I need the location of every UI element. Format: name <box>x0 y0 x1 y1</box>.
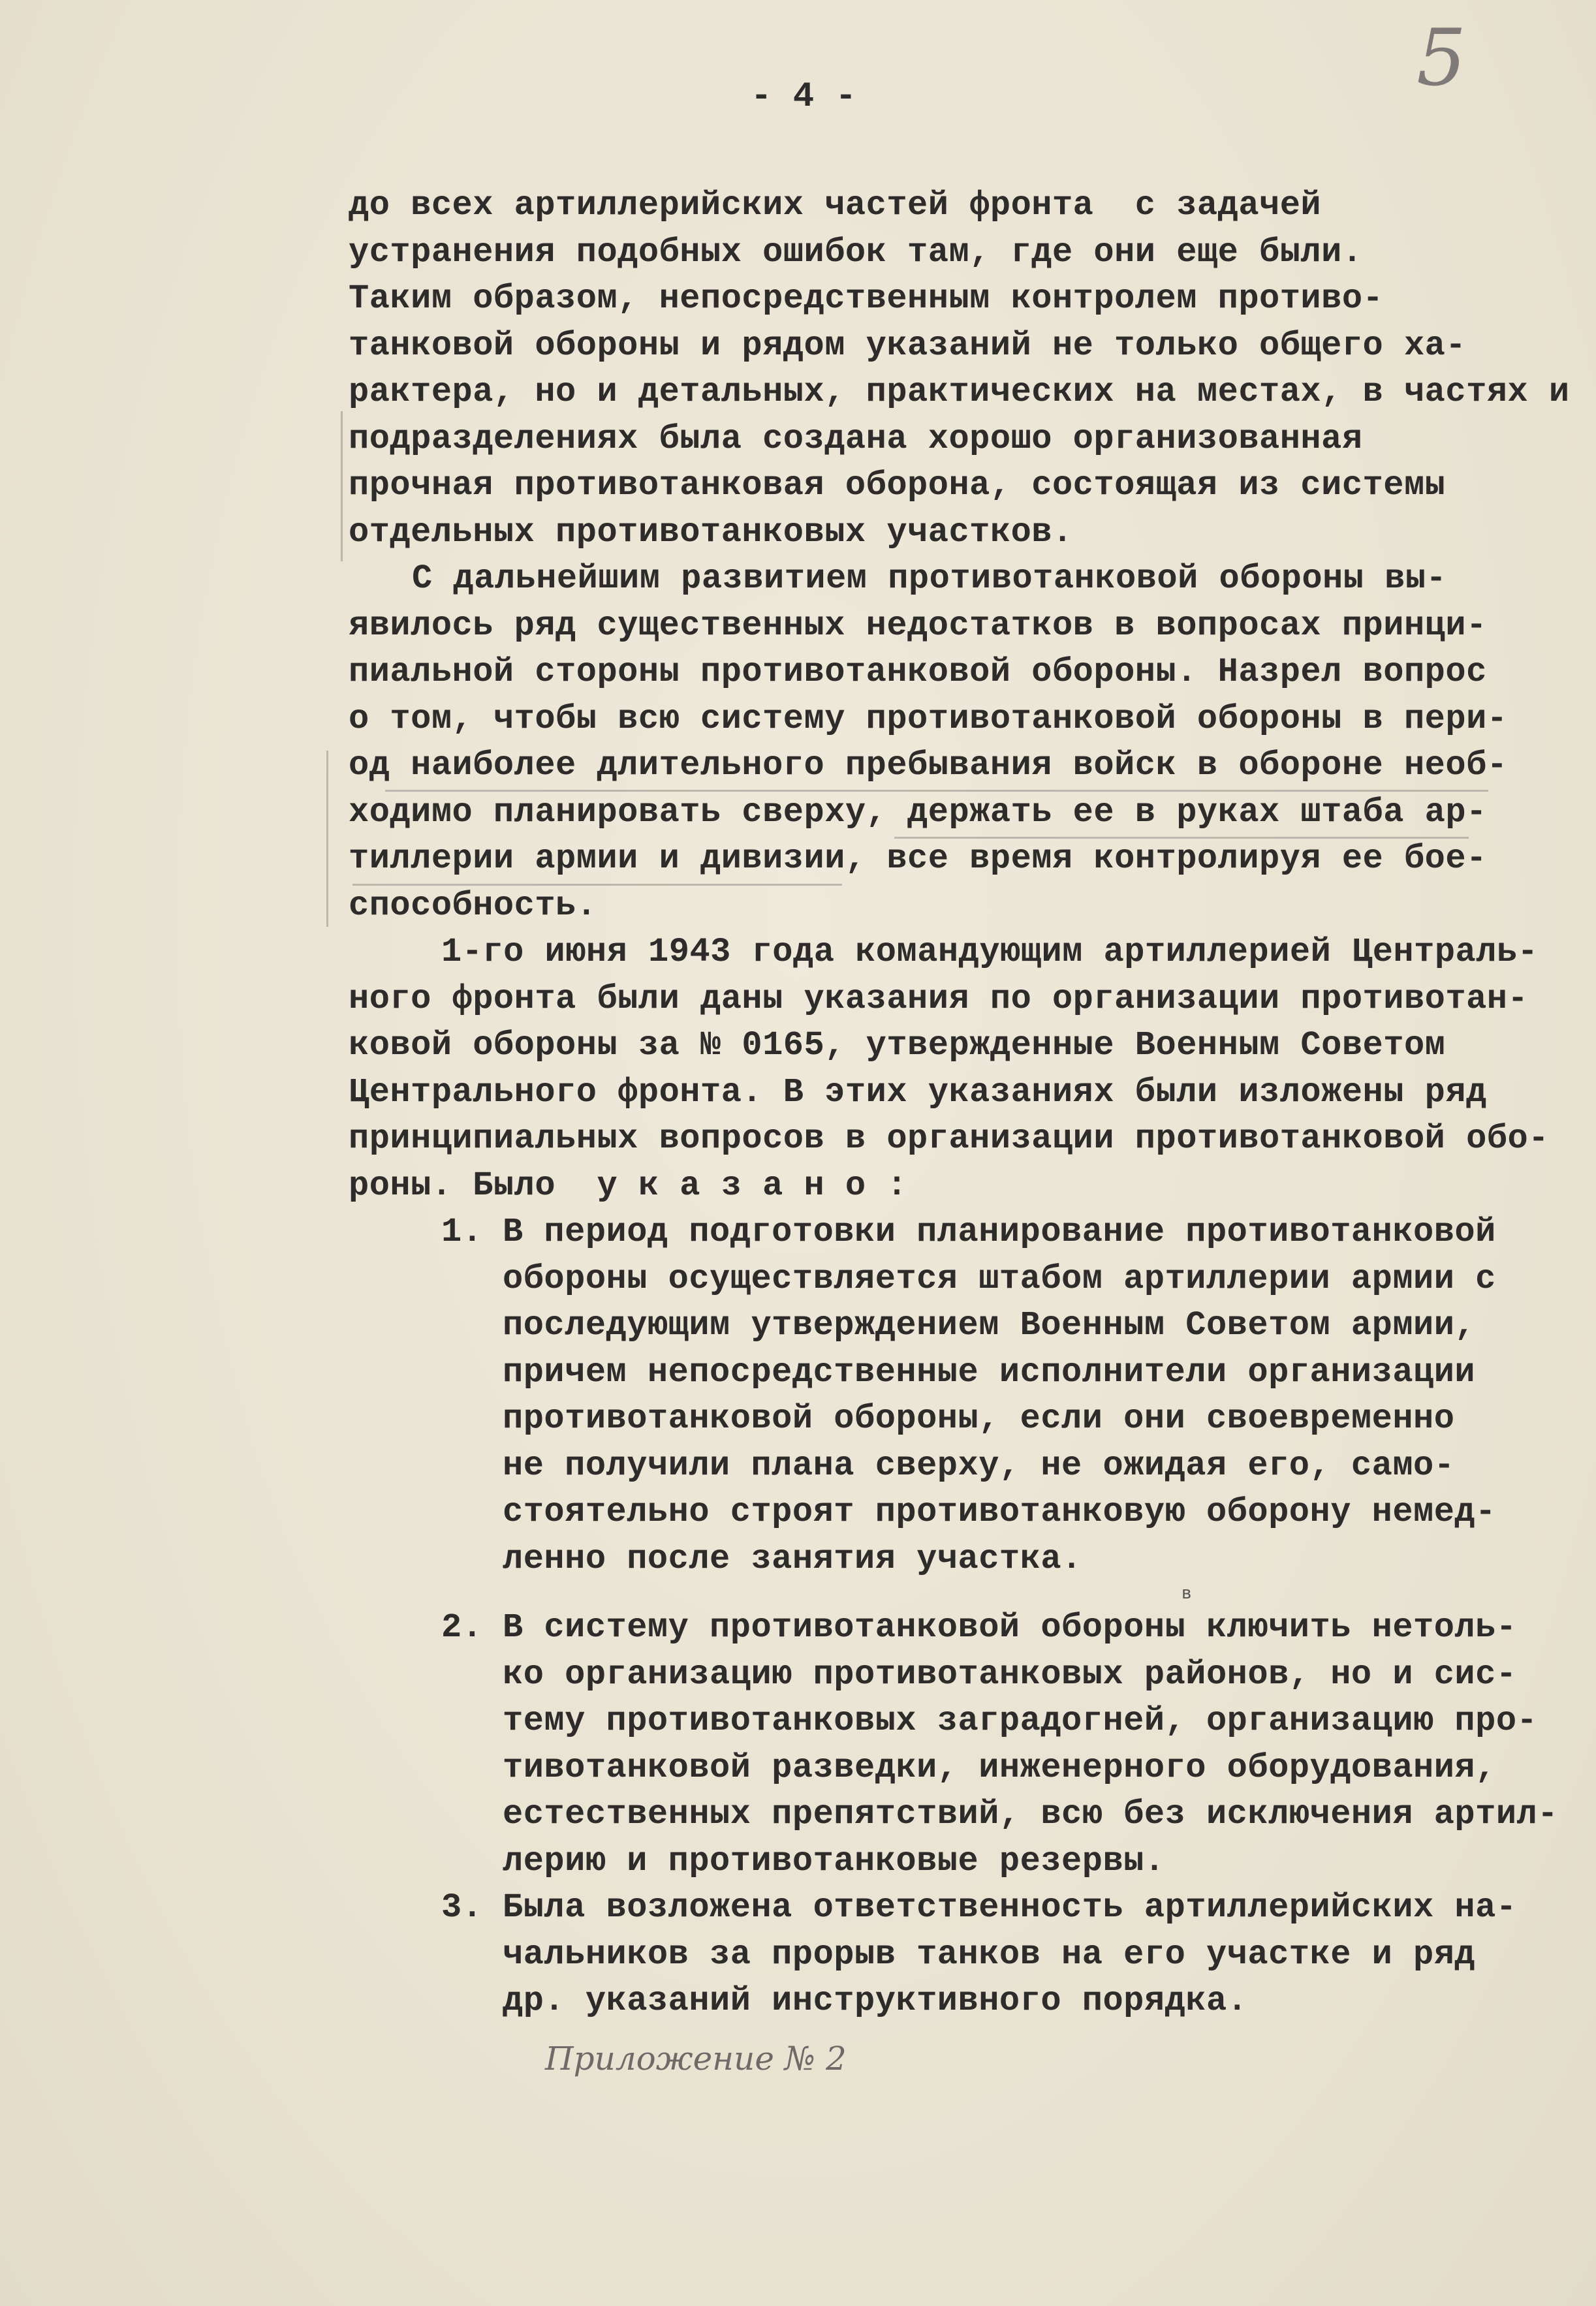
line-text: противотанковой обороны, если они своевременно <box>503 1399 1455 1438</box>
line-text: принципиальных вопросов в организации противотанковой обо- <box>349 1119 1549 1158</box>
text-line <box>0 1209 1596 1256</box>
text-line <box>0 182 1596 229</box>
line-text: В период подготовки планирование противотанковой <box>503 1213 1496 1251</box>
line-text: ленно после занятия участка. <box>503 1539 1082 1578</box>
line-text: последующим утверждением Военным Советом армии, <box>503 1306 1476 1345</box>
line-text: Центрального фронта. В этих указаниях были изложены ряд <box>349 1072 1487 1112</box>
line-text: ходимо планировать сверху, держать ее в руках штаба ар- <box>349 792 1487 832</box>
line-text: чальников за прорыв танков на его участке и ряд <box>503 1935 1476 1974</box>
text-line <box>0 369 1596 416</box>
text-line <box>0 1349 1596 1396</box>
pencil-margin-line <box>341 411 343 561</box>
text-line <box>0 696 1596 743</box>
line-text: ного фронта были даны указания по организации противотан- <box>349 979 1529 1018</box>
line-text: прочная противотанковая оборона, состоящая из системы <box>349 466 1446 505</box>
pencil-margin-line <box>326 751 328 927</box>
line-text: Была возложена ответственность артиллерийских на- <box>503 1888 1517 1927</box>
text-line <box>0 462 1596 509</box>
text-line <box>0 1978 1596 2025</box>
text-line <box>0 555 1596 602</box>
line-text: лерию и противотанковые резервы. <box>503 1841 1165 1880</box>
list-number: 1. <box>441 1213 483 1251</box>
line-text: В систему противотанковой обороны ключить нетоль- <box>503 1608 1517 1647</box>
line-text: тивотанковой разведки, инженерного оборудования, <box>503 1748 1496 1787</box>
text-line <box>0 1395 1596 1442</box>
line-text: стоятельно строят противотанковую оборону немед- <box>503 1493 1496 1531</box>
text-line <box>0 416 1596 463</box>
document-body <box>0 182 1596 2025</box>
text-line <box>0 1931 1596 1978</box>
text-line <box>0 1838 1596 1885</box>
text-line <box>0 1698 1596 1745</box>
text-line <box>0 1536 1596 1583</box>
line-text: до всех артиллерийских частей фронта с задачей <box>349 186 1322 225</box>
line-text: обороны осуществляется штабом артиллерии армии с <box>503 1259 1496 1298</box>
text-line <box>0 1022 1596 1069</box>
line-text: С дальнейшим развитием противотанковой обороны вы- <box>412 559 1447 598</box>
line-text: танковой обороны и рядом указаний не только общего ха- <box>349 326 1467 365</box>
text-line <box>0 1256 1596 1303</box>
line-text: роны. Было у к а з а н о : <box>349 1166 908 1205</box>
list-number: 3. <box>441 1888 483 1927</box>
text-line <box>0 1069 1596 1116</box>
text-line <box>0 882 1596 929</box>
pencil-underline <box>385 790 1488 792</box>
line-text: способность. <box>349 886 597 925</box>
line-text: од наиболее длительного пребывания войск в обороне необ- <box>349 746 1508 785</box>
text-line <box>0 1162 1596 1209</box>
line-text: явилось ряд существенных недостатков в вопросах принци- <box>349 606 1487 645</box>
text-line <box>0 602 1596 649</box>
line-text: ковой обороны за № 0165, утвержденные Военным Советом <box>349 1026 1446 1065</box>
line-text: Таким образом, непосредственным контролем противо- <box>349 279 1384 318</box>
page-number: - 4 - <box>751 77 857 117</box>
line-text: рактера, но и детальных, практических на местах, в частях и <box>349 373 1570 411</box>
line-text: 1-го июня 1943 года командующим артиллерией Централь- <box>441 933 1539 971</box>
line-text: не получили плана сверху, не ожидая его, само- <box>503 1446 1455 1485</box>
line-text: устранения подобных ошибок там, где они еще были. <box>349 232 1363 272</box>
text-line <box>0 1442 1596 1489</box>
line-text: о том, чтобы всю систему противотанковой обороны в пери- <box>349 699 1508 738</box>
text-line <box>0 1115 1596 1162</box>
text-line <box>0 929 1596 976</box>
line-text: тиллерии армии и дивизии, все время контролируя ее бое- <box>349 839 1487 878</box>
text-line <box>0 1791 1596 1838</box>
handwritten-insert: в <box>1181 1583 1192 1603</box>
text-line <box>0 1302 1596 1349</box>
line-text: пиальной стороны противотанковой обороны. Назрел вопрос <box>349 653 1487 691</box>
pencil-underline <box>894 837 1469 839</box>
line-text: подразделениях была создана хорошо организованная <box>349 419 1363 458</box>
line-text: естественных препятствий, всю без исключения артил- <box>503 1795 1558 1833</box>
text-line <box>0 1582 1596 1651</box>
line-text: ко организацию противотанковых районов, но и сис- <box>503 1655 1517 1694</box>
text-line <box>0 1651 1596 1698</box>
text-line <box>0 742 1596 789</box>
text-line <box>0 976 1596 1023</box>
text-line <box>0 509 1596 556</box>
text-line <box>0 789 1596 836</box>
text-line <box>0 229 1596 276</box>
text-line <box>0 322 1596 369</box>
handwritten-sheet-number: 5 <box>1416 13 1467 104</box>
text-line <box>0 835 1596 882</box>
text-line <box>0 1884 1596 1931</box>
text-line <box>0 649 1596 696</box>
pencil-underline <box>352 884 842 886</box>
line-text: тему противотанковых заградогней, организацию про- <box>503 1702 1538 1740</box>
text-line <box>0 1489 1596 1536</box>
text-line <box>0 1745 1596 1792</box>
line-text: др. указаний инструктивного порядка. <box>503 1982 1248 2020</box>
handwritten-appendix-note: Приложение № 2 <box>545 2040 847 2078</box>
line-text: причем непосредственные исполнители организации <box>503 1352 1476 1392</box>
list-number: 2. <box>441 1608 483 1647</box>
line-text: отдельных противотанковых участков. <box>349 512 1073 552</box>
text-line <box>0 275 1596 322</box>
